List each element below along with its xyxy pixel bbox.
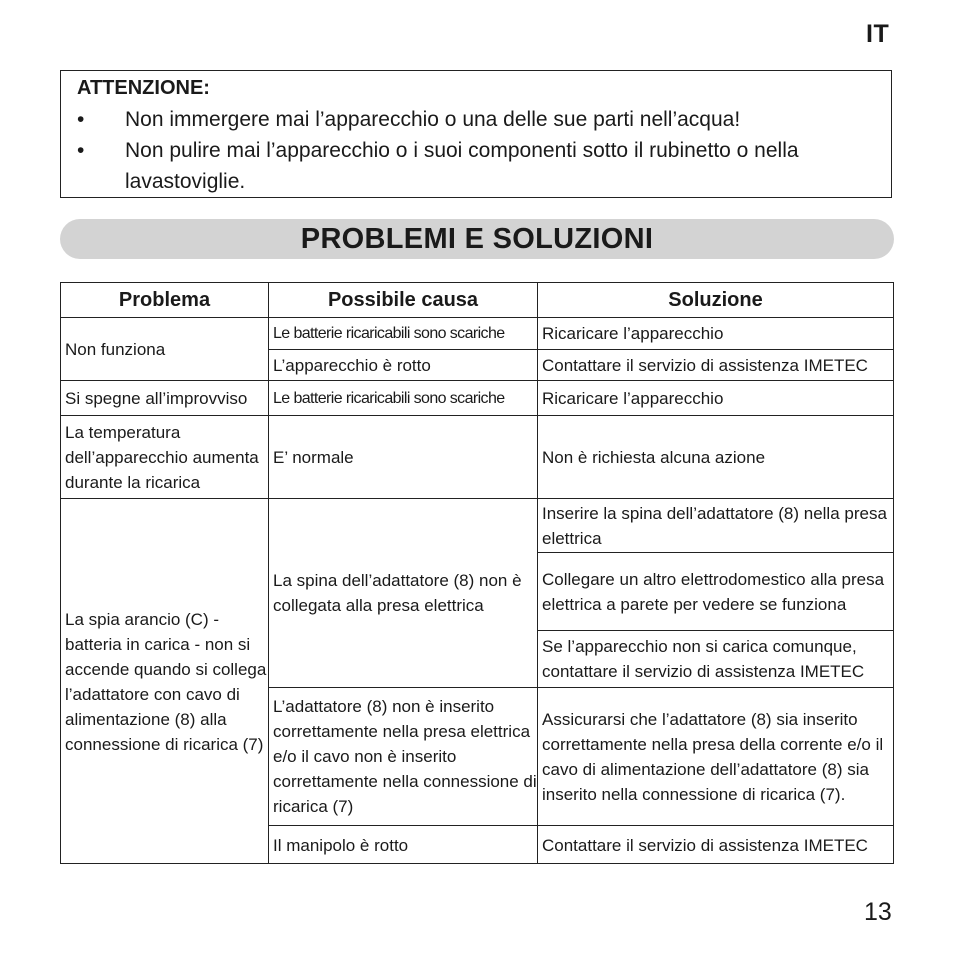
- cause-text: Le batterie ricaricabili sono scariche: [273, 389, 505, 407]
- solution-cell: [538, 381, 893, 415]
- cause-text: La spina dell’adattatore (8) non è collegata alla presa elettrica: [273, 571, 522, 615]
- cause-text: Le batterie ricaricabili sono scariche: [273, 325, 505, 342]
- solution-text: Collegare un altro elettrodomestico alla presa elettrica a parete per vedere se funziona: [542, 569, 885, 614]
- cause-cell: [269, 318, 537, 349]
- column-header-solution: Soluzione: [668, 289, 763, 311]
- problem-cell: [61, 381, 268, 415]
- cause-text: Il manipolo è rotto: [273, 835, 409, 855]
- cause-text: L’adattatore (8) non è inserito correttamente nella presa elettrica e/o il cavo non è inserito correttamente nella connessione di ricarica (7): [273, 697, 537, 816]
- solution-text: Non è richiesta alcuna azione: [542, 447, 766, 467]
- cause-cell: [269, 688, 537, 825]
- cause-cell: [269, 499, 537, 687]
- solution-cell: [538, 350, 893, 380]
- solution-text: Ricaricare l’apparecchio: [542, 388, 724, 408]
- problem-text: Non funziona: [65, 339, 166, 359]
- solution-cell: [538, 631, 893, 687]
- language-code: IT: [866, 20, 890, 48]
- solution-cell: [538, 499, 893, 552]
- cause-text: E’ normale: [273, 447, 354, 467]
- warning-text: Non pulire mai l’apparecchio o i suoi componenti sotto il rubinetto o nella lavastoviglie.: [125, 139, 799, 193]
- solution-text: Se l’apparecchio non si carica comunque, contattare il servizio di assistenza IMETEC: [542, 637, 865, 681]
- problem-cell: [61, 499, 268, 865]
- solution-text: Inserire la spina dell’adattatore (8) nella presa elettrica: [542, 503, 887, 548]
- section-header: [60, 219, 894, 259]
- bullet-icon: •: [77, 108, 85, 131]
- cause-cell: [269, 416, 537, 498]
- warning-text: Non immergere mai l’apparecchio o una delle sue parti nell’acqua!: [125, 108, 741, 131]
- problem-cell: [61, 318, 268, 380]
- column-header-problem: Problema: [118, 289, 211, 311]
- cause-cell: [269, 381, 537, 415]
- page-number: 13: [864, 898, 892, 926]
- solution-cell: [538, 553, 893, 630]
- solution-cell: [538, 416, 893, 498]
- troubleshooting-table: [60, 282, 894, 864]
- problem-text: La spia arancio (C) - batteria in carica - non si accende quando si collega l’adattatore con cavo di alimentazione (8) alla connessione di ricarica (7): [65, 610, 267, 754]
- warning-box: [60, 70, 892, 198]
- cause-cell: [269, 350, 537, 380]
- problem-cell: [61, 416, 268, 498]
- column-header-cause: Possibile causa: [327, 289, 479, 311]
- solution-cell: [538, 688, 893, 825]
- solution-text: Ricaricare l’apparecchio: [542, 324, 724, 343]
- solution-cell: [538, 826, 893, 864]
- cause-cell: [269, 826, 537, 864]
- section-title: PROBLEMI E SOLUZIONI: [300, 223, 654, 255]
- bullet-icon: •: [77, 139, 85, 162]
- cause-text: L’apparecchio è rotto: [273, 355, 431, 375]
- solution-cell: [538, 318, 893, 349]
- warning-title: ATTENZIONE:: [77, 77, 210, 99]
- solution-text: Contattare il servizio di assistenza IMETEC: [542, 835, 868, 855]
- problem-text: Si spegne all’improvviso: [65, 388, 248, 408]
- solution-text: Assicurarsi che l’adattatore (8) sia inserito correttamente nella presa della corrente e/o il cavo di alimentazione dell’adattatore (8) sia inserito nella connessione di ricarica (7).: [542, 709, 884, 804]
- solution-text: Contattare il servizio di assistenza IMETEC: [542, 355, 868, 375]
- problem-text: La temperatura dell’apparecchio aumenta durante la ricarica: [65, 422, 259, 492]
